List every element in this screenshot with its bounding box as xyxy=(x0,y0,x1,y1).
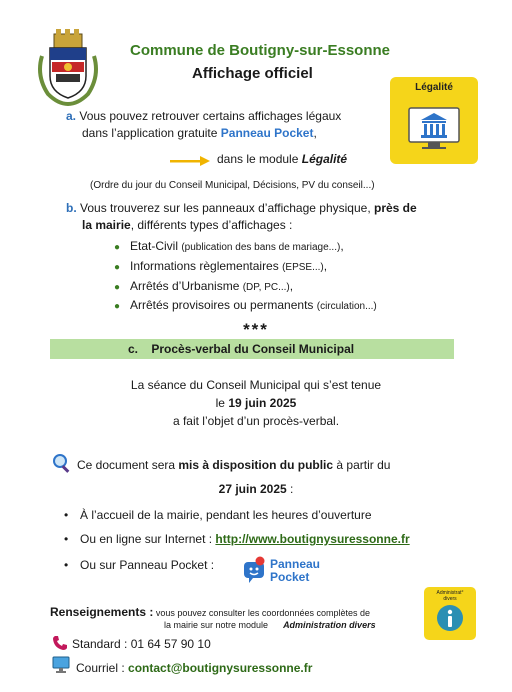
panneau-pocket-icon xyxy=(243,556,267,584)
list-item: ● Arrêtés d’Urbanisme (DP, PC...), xyxy=(114,278,293,296)
bullet-icon: ● xyxy=(114,301,121,312)
legalite-card-label: Légalité xyxy=(415,82,453,93)
option-accueil: • À l’accueil de la mairie, pendant les heures d’ouverture xyxy=(64,508,372,522)
legalite-module-card xyxy=(390,77,478,164)
seance-line1: La séance du Conseil Municipal qui s’est tenue xyxy=(130,378,382,392)
section-a-note: (Ordre du jour du Conseil Municipal, Décisions, PV du conseil...) xyxy=(90,180,375,191)
renseignements-line1: Renseignements : vous pouvez consulter les coordonnées complètes de xyxy=(50,605,370,619)
computer-icon xyxy=(52,656,70,678)
list-item: ● Informations règlementaires (EPSE...), xyxy=(114,258,327,276)
phone-number: Standard : 01 64 57 90 10 xyxy=(72,637,211,651)
section-c-banner xyxy=(50,339,454,359)
panneau-pocket-logo: Panneau Pocket xyxy=(243,556,339,586)
website-link[interactable]: http://www.boutignysuressonne.fr xyxy=(215,532,410,546)
list-item: ● Etat-Civil (publication des bans de mariage...), xyxy=(114,238,344,256)
renseignements-label: Renseignements : xyxy=(50,605,154,619)
admin-card-label: Administrat° divers xyxy=(436,590,464,602)
section-b-line1: b. Vous trouverez sur les panneaux d’affichage physique, près de xyxy=(66,201,417,215)
section-a-marker: a. xyxy=(66,109,77,123)
disposition-date: 27 juin 2025 : xyxy=(218,482,294,496)
bullet-icon: ● xyxy=(114,262,121,273)
legalite-module-name: Légalité xyxy=(301,152,348,166)
section-a-line1: a. Vous pouvez retrouver certains affichages légaux xyxy=(66,109,342,123)
option-internet: • Ou en ligne sur Internet : http://www.boutignysuressonne.fr xyxy=(64,532,410,546)
seance-line2: le 19 juin 2025 xyxy=(215,396,297,410)
government-building-icon xyxy=(408,107,460,151)
bullet-icon: ● xyxy=(114,242,121,253)
bullet-icon: • xyxy=(64,508,69,522)
panneau-pocket-brand: Panneau Pocket xyxy=(220,126,314,140)
disposition-line: Ce document sera mis à disposition du public à partir du xyxy=(77,458,391,472)
email-link[interactable]: contact@boutignysuressonne.fr xyxy=(128,661,313,675)
section-b-line2: la mairie, différents types d’affichages : xyxy=(82,218,293,232)
page-title: Commune de Boutigny-sur-Essonne xyxy=(130,42,391,59)
separator-stars: *** xyxy=(243,320,269,339)
section-c-title: c. Procès-verbal du Conseil Municipal xyxy=(128,342,355,356)
magnifier-icon xyxy=(52,453,72,478)
option-panneau-pocket: • Ou sur Panneau Pocket : xyxy=(64,558,215,572)
bullet-icon: • xyxy=(64,558,69,572)
commune-crest-logo xyxy=(36,26,100,106)
administration-divers-module: Administration divers xyxy=(283,620,376,630)
section-a-module-line: dans le module Légalité xyxy=(217,152,348,166)
bullet-icon: • xyxy=(64,532,69,546)
section-a-line2: dans l’application gratuite Panneau Pocket, xyxy=(82,126,317,140)
list-item: ● Arrêtés provisoires ou permanents (circulation...) xyxy=(114,297,377,315)
email-line: Courriel : contact@boutignysuressonne.fr xyxy=(76,661,313,675)
page-subtitle: Affichage officiel xyxy=(192,65,313,82)
right-arrow-icon xyxy=(170,153,210,171)
renseignements-line2: la mairie sur notre module Administration divers xyxy=(164,620,376,630)
seance-line3: a fait l’objet d’un procès-verbal. xyxy=(172,414,340,428)
phone-icon xyxy=(52,635,68,656)
section-b-marker: b. xyxy=(66,201,77,215)
administration-divers-card xyxy=(424,587,476,640)
bullet-icon: ● xyxy=(114,282,121,293)
info-icon xyxy=(436,604,464,632)
